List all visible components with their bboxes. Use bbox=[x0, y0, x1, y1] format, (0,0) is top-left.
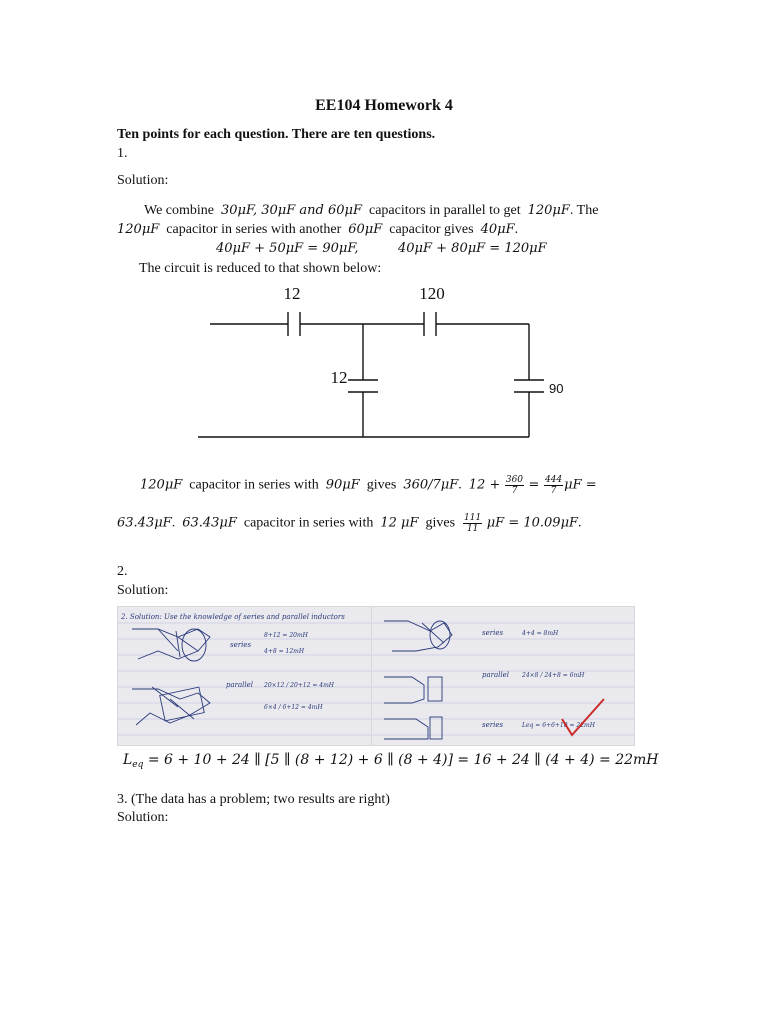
q1-res1-text-b: gives bbox=[366, 477, 397, 493]
q2-leq-equation bbox=[123, 752, 659, 770]
q1-line2-text-c: . bbox=[514, 222, 519, 237]
q1-res1-math5: μF = bbox=[564, 477, 597, 493]
q1-res2-math2: 63.43μF bbox=[182, 515, 237, 531]
fraction-111-11 bbox=[463, 513, 482, 534]
photo-left-series-calc1: 8+12 = 20mH bbox=[264, 632, 308, 639]
q1-res2-text-a: . bbox=[171, 515, 176, 531]
photo-right-series-calc: 4+4 = 8mH bbox=[522, 630, 559, 637]
handwritten-photo-left bbox=[117, 606, 373, 746]
q1-reduced-text: The circuit is reduced to that shown below: bbox=[139, 261, 382, 276]
q1-res1-eq: = bbox=[528, 477, 540, 493]
handwritten-photo-right bbox=[371, 606, 635, 746]
q1-line1-text-b: capacitors in parallel to get bbox=[369, 203, 521, 218]
frac2-num: 444 bbox=[544, 475, 563, 485]
q1-res1-math1: 120μF bbox=[140, 477, 183, 493]
photo-left-series-calc2: 4+8 = 12mH bbox=[264, 648, 305, 655]
q1-line1-math2: 120μF bbox=[527, 203, 570, 218]
q1-line2-text-b: capacitor gives bbox=[389, 222, 474, 237]
q1-res2-math1: 63.43μF bbox=[117, 515, 172, 531]
q2-number: 2. bbox=[117, 564, 128, 579]
label-c1: 12 bbox=[283, 284, 301, 303]
frac3-num: 111 bbox=[464, 513, 482, 523]
header-note: Ten points for each question. There are ten questions. bbox=[117, 127, 436, 142]
page-title: EE104 Homework 4 bbox=[315, 97, 453, 114]
circuit-diagram bbox=[196, 280, 564, 442]
label-c4: 90 bbox=[549, 381, 564, 396]
fraction-360-7 bbox=[505, 475, 524, 496]
photo-right-final-calc: Leq = 6+6+10 = 22mH bbox=[522, 722, 595, 729]
q1-line1-text-c: . The bbox=[569, 203, 599, 218]
photo-left-heading: 2. Solution: Use the knowledge of series and parallel inductors bbox=[121, 613, 345, 621]
q1-line2-text-a: capacitor in series with another bbox=[166, 222, 342, 237]
photo-left-parallel-calc2: 6×4 / 6+12 = 4mH bbox=[264, 704, 323, 711]
leq-symbol: L bbox=[123, 752, 133, 768]
leq-subscript: eq bbox=[132, 760, 144, 770]
photo-left-parallel-label: parallel bbox=[226, 681, 254, 689]
q1-res2-text-b: capacitor in series with bbox=[243, 515, 374, 531]
q1-line2-math2: 60μF bbox=[348, 222, 383, 237]
q1-res1-text-a: capacitor in series with bbox=[189, 477, 319, 493]
leq-expression: = 6 + 10 + 24 ∥ [5 ∥ (8 + 12) + 6 ∥ (8 + 4)] = 16 + 24 ∥ (4 + 4) = 22mH bbox=[143, 752, 659, 768]
q3-solution-label: Solution: bbox=[117, 810, 169, 825]
q1-line2-math3: 40μF bbox=[480, 222, 515, 237]
q1-eq-a: 40μF + 50μF = 90μF, bbox=[216, 241, 359, 256]
q1-res2-math3: 12 μF bbox=[380, 515, 419, 531]
q2-solution-label: Solution: bbox=[117, 583, 169, 598]
frac3-den: 11 bbox=[466, 524, 479, 534]
q1-eq-b: 40μF + 80μF = 120μF bbox=[398, 241, 547, 256]
label-c3: 12 bbox=[330, 368, 348, 387]
q3-number-note: 3. (The data has a problem; two results are right) bbox=[117, 792, 390, 807]
photo-right-series2-label: series bbox=[482, 721, 504, 729]
q1-res1-text-c: . bbox=[458, 477, 462, 493]
q1-res2-text-d: . bbox=[578, 515, 582, 531]
q1-line2 bbox=[117, 222, 518, 238]
q1-res1-math4: 12 + bbox=[468, 477, 501, 493]
q1-res1-math2: 90μF bbox=[325, 477, 360, 493]
frac2-den: 7 bbox=[550, 486, 557, 496]
fraction-444-7 bbox=[544, 475, 563, 496]
q1-res1-math3: 360/7μF bbox=[403, 477, 459, 493]
q1-res2-math4: μF = 10.09μF bbox=[486, 515, 579, 531]
q1-line1 bbox=[144, 203, 598, 219]
photo-right-parallel-label: parallel bbox=[482, 671, 510, 679]
photo-right-parallel-calc: 24×8 / 24+8 = 6mH bbox=[522, 672, 585, 679]
frac1-den: 7 bbox=[511, 486, 518, 496]
q1-line2-math1: 120μF bbox=[117, 222, 160, 237]
q1-result-line1 bbox=[140, 475, 597, 496]
q1-result-line2 bbox=[117, 513, 582, 534]
label-c2: 120 bbox=[419, 284, 445, 303]
q1-solution-label: Solution: bbox=[117, 173, 169, 188]
photo-left-series-label: series bbox=[230, 641, 252, 649]
photo-left-parallel-calc1: 20×12 / 20+12 = 4mH bbox=[264, 682, 335, 689]
q1-number: 1. bbox=[117, 146, 128, 161]
photo-right-series-label: series bbox=[482, 629, 504, 637]
frac1-num: 360 bbox=[505, 475, 524, 485]
check-mark-icon bbox=[562, 699, 604, 735]
q1-line1-math1: 30μF, 30μF and 60μF bbox=[221, 203, 362, 218]
q1-res2-text-c: gives bbox=[425, 515, 456, 531]
q1-line1-text-a: We combine bbox=[144, 203, 215, 218]
